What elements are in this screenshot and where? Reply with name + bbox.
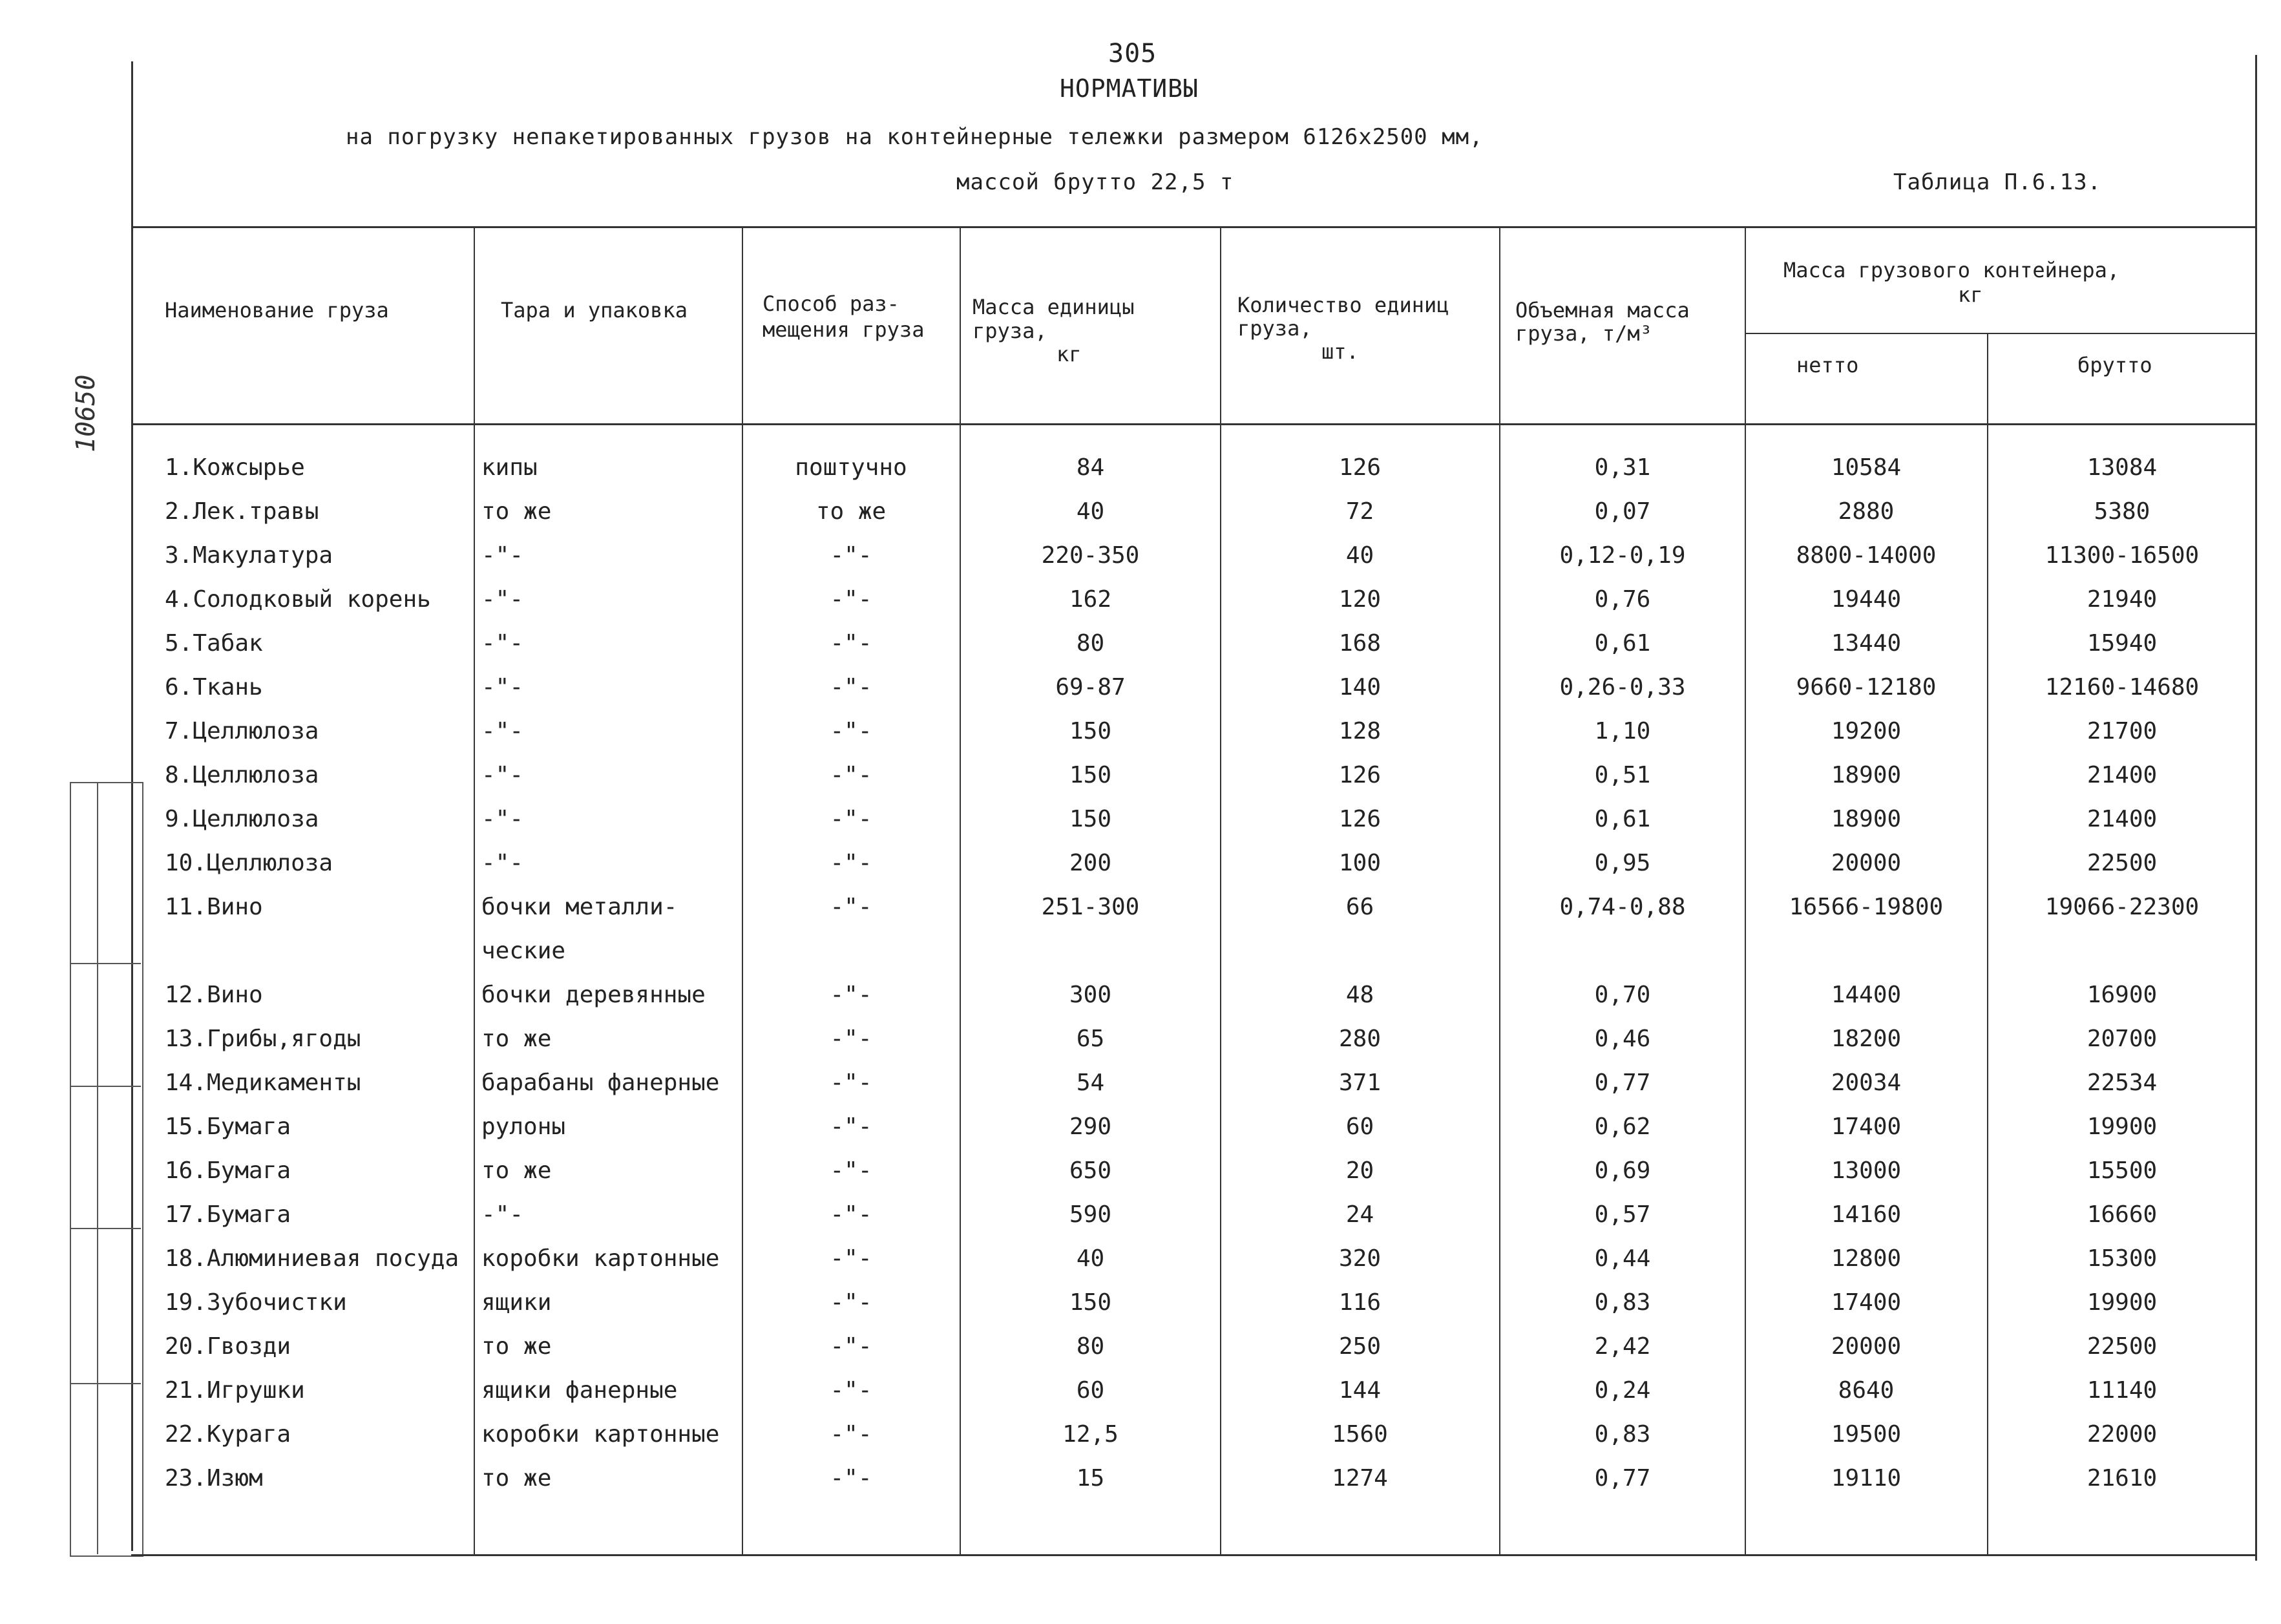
cell-name: 14.Медикаменты [165, 1070, 361, 1096]
cell-count: 280 [1338, 1026, 1382, 1052]
cell-volume: 0,69 [1594, 1157, 1651, 1184]
cell-tare: -"- [481, 674, 524, 701]
cell-method: -"- [830, 542, 872, 569]
cell-count: 60 [1345, 1113, 1374, 1140]
cell-count: 126 [1338, 762, 1382, 788]
cell-volume: 0,44 [1594, 1245, 1651, 1272]
cell-tare: -"- [481, 542, 524, 569]
cell-count: 40 [1345, 542, 1374, 569]
cell-name: 8.Целлюлоза [165, 762, 319, 788]
cell-unit-mass: 84 [1076, 454, 1105, 481]
cell-tare: коробки картонные [481, 1245, 720, 1272]
cell-brutto: 22000 [2087, 1421, 2158, 1448]
cell-volume: 0,77 [1594, 1070, 1651, 1096]
cell-brutto: 19900 [2087, 1289, 2158, 1316]
header-volume-line1: Объемная масса [1515, 298, 1690, 322]
cell-name: 19.Зубочистки [165, 1289, 347, 1316]
cell-count: 1560 [1332, 1421, 1388, 1448]
cell-unit-mass: 40 [1076, 1245, 1105, 1272]
table-row [0, 1281, 2281, 1325]
cell-unit-mass: 12,5 [1062, 1421, 1119, 1448]
cell-name: 6.Ткань [165, 674, 263, 701]
header-volume-line2: груза, т/м³ [1515, 321, 1652, 346]
cell-method: -"- [830, 1113, 872, 1140]
cell-brutto: 21400 [2087, 806, 2158, 832]
cell-volume: 0,76 [1594, 586, 1651, 613]
cell-netto: 19440 [1831, 586, 1902, 613]
table-row [0, 973, 2281, 1017]
cell-method: -"- [830, 1201, 872, 1228]
cell-method: -"- [830, 1333, 872, 1360]
cell-method: -"- [830, 718, 872, 744]
table-row [0, 754, 2281, 797]
table-row [0, 841, 2281, 885]
cell-volume: 0,31 [1594, 454, 1651, 481]
cell-name: 2.Лек.травы [165, 498, 319, 525]
table-row [0, 710, 2281, 754]
cell-brutto: 11300-16500 [2044, 542, 2200, 569]
cell-name: 7.Целлюлоза [165, 718, 319, 744]
cell-brutto: 22500 [2087, 850, 2158, 876]
cell-unit-mass: 150 [1069, 1289, 1112, 1316]
page-number: 305 [1108, 39, 1157, 69]
cell-unit-mass: 150 [1069, 762, 1112, 788]
cell-netto: 18200 [1831, 1026, 1902, 1052]
cell-unit-mass: 150 [1069, 718, 1112, 744]
table-row [0, 1061, 2281, 1105]
cell-tare: кипы [481, 454, 538, 481]
cell-count: 126 [1338, 454, 1382, 481]
cell-tare: то же [481, 1465, 552, 1492]
cell-netto: 17400 [1831, 1289, 1902, 1316]
subtitle-line-1: на погрузку непакетированных грузов на контейнерные тележки размером 6126x2500 мм, [346, 124, 1484, 150]
cell-volume: 0,83 [1594, 1421, 1651, 1448]
cell-tare: ящики [481, 1289, 552, 1316]
cell-tare-continuation: ческие [481, 938, 566, 964]
cell-tare: барабаны фанерные [481, 1070, 720, 1096]
cell-unit-mass: 150 [1069, 806, 1112, 832]
cell-netto: 19110 [1831, 1465, 1902, 1492]
cell-name: 12.Вино [165, 982, 263, 1008]
page-title: НОРМАТИВЫ [1060, 74, 1199, 103]
cell-count: 140 [1338, 674, 1382, 701]
cell-volume: 0,26-0,33 [1559, 674, 1686, 701]
cell-name: 5.Табак [165, 630, 263, 657]
cell-brutto: 12160-14680 [2044, 674, 2200, 701]
cell-name: 10.Целлюлоза [165, 850, 333, 876]
cell-name: 22.Курага [165, 1421, 291, 1448]
table-row [0, 490, 2281, 534]
cell-unit-mass: 69-87 [1055, 674, 1126, 701]
cell-netto: 17400 [1831, 1113, 1902, 1140]
cell-tare: -"- [481, 1201, 524, 1228]
cell-tare: коробки картонные [481, 1421, 720, 1448]
cell-method: -"- [830, 1421, 872, 1448]
cell-unit-mass: 40 [1076, 498, 1105, 525]
cell-unit-mass: 300 [1069, 982, 1112, 1008]
cell-method: -"- [830, 1245, 872, 1272]
cell-tare: -"- [481, 586, 524, 613]
cell-netto: 8640 [1838, 1377, 1895, 1404]
cell-unit-mass: 162 [1069, 586, 1112, 613]
table-row [0, 578, 2281, 622]
cell-unit-mass: 15 [1076, 1465, 1105, 1492]
cell-count: 144 [1338, 1377, 1382, 1404]
cell-name: 15.Бумага [165, 1113, 291, 1140]
table-row [0, 1149, 2281, 1193]
cell-method: -"- [830, 1026, 872, 1052]
cell-volume: 0,12-0,19 [1559, 542, 1686, 569]
cell-method: -"- [830, 1465, 872, 1492]
header-unit-mass-line3: кг [1056, 342, 1082, 366]
cell-brutto: 21400 [2087, 762, 2158, 788]
table-row [0, 1369, 2281, 1413]
cell-tare: -"- [481, 806, 524, 832]
cell-tare: -"- [481, 762, 524, 788]
table-row [0, 666, 2281, 710]
cell-tare: то же [481, 1026, 552, 1052]
cell-volume: 2,42 [1594, 1333, 1651, 1360]
cell-count: 120 [1338, 586, 1382, 613]
cell-method: -"- [830, 982, 872, 1008]
table-row-continuation [0, 929, 2281, 973]
cell-unit-mass: 251-300 [1041, 894, 1140, 920]
cell-brutto: 5380 [2094, 498, 2150, 525]
cell-volume: 0,77 [1594, 1465, 1651, 1492]
cell-volume: 0,74-0,88 [1559, 894, 1686, 920]
table-row [0, 1105, 2281, 1149]
cell-method: -"- [830, 1289, 872, 1316]
cell-method: -"- [830, 1070, 872, 1096]
cell-netto: 19200 [1831, 718, 1902, 744]
header-bottom-line [131, 423, 2257, 425]
cell-tare: то же [481, 498, 552, 525]
cell-netto: 14160 [1831, 1201, 1902, 1228]
table-row [0, 1325, 2281, 1369]
cell-name: 4.Солодковый корень [165, 586, 431, 613]
cell-netto: 13440 [1831, 630, 1902, 657]
cell-method: -"- [830, 806, 872, 832]
cell-volume: 0,07 [1594, 498, 1651, 525]
table-row [0, 1017, 2281, 1061]
header-count-line3: шт. [1321, 339, 1359, 364]
cell-unit-mass: 65 [1076, 1026, 1105, 1052]
cell-name: 17.Бумага [165, 1201, 291, 1228]
header-container-line2: кг [1958, 282, 1983, 307]
header-unit-mass-line2: груза, [972, 319, 1047, 343]
table-bottom-line [131, 1554, 2257, 1556]
subheader-line [1745, 333, 2257, 334]
side-archive-number: 10650 [71, 374, 101, 452]
cell-count: 24 [1345, 1201, 1374, 1228]
cell-netto: 12800 [1831, 1245, 1902, 1272]
cell-netto: 20034 [1831, 1070, 1902, 1096]
cell-name: 3.Макулатура [165, 542, 333, 569]
cell-count: 116 [1338, 1289, 1382, 1316]
cell-count: 320 [1338, 1245, 1382, 1272]
cell-brutto: 21940 [2087, 586, 2158, 613]
cell-name: 20.Гвозди [165, 1333, 291, 1360]
cell-netto: 16566-19800 [1789, 894, 1944, 920]
cell-tare: -"- [481, 630, 524, 657]
cell-tare: бочки деревянные [481, 982, 706, 1008]
cell-tare: бочки металли- [481, 894, 678, 920]
cell-method: -"- [830, 586, 872, 613]
cell-volume: 0,83 [1594, 1289, 1651, 1316]
cell-unit-mass: 650 [1069, 1157, 1112, 1184]
cell-name: 21.Игрушки [165, 1377, 305, 1404]
cell-unit-mass: 54 [1076, 1070, 1105, 1096]
cell-count: 128 [1338, 718, 1382, 744]
cell-name: 23.Изюм [165, 1465, 263, 1492]
cell-name: 16.Бумага [165, 1157, 291, 1184]
cell-tare: ящики фанерные [481, 1377, 678, 1404]
cell-netto: 2880 [1838, 498, 1895, 525]
header-name: Наименование груза [165, 298, 389, 322]
cell-tare: то же [481, 1333, 552, 1360]
cell-brutto: 15300 [2087, 1245, 2158, 1272]
cell-netto: 8800-14000 [1796, 542, 1937, 569]
cell-volume: 0,51 [1594, 762, 1651, 788]
table-row [0, 446, 2281, 490]
table-top-line [131, 226, 2257, 228]
cell-netto: 20000 [1831, 850, 1902, 876]
cell-netto: 13000 [1831, 1157, 1902, 1184]
cell-netto: 9660-12180 [1796, 674, 1937, 701]
cell-tare: -"- [481, 718, 524, 744]
cell-name: 13.Грибы,ягоды [165, 1026, 361, 1052]
cell-volume: 0,57 [1594, 1201, 1651, 1228]
table-row [0, 622, 2281, 666]
cell-method: поштучно [795, 454, 907, 481]
cell-method: -"- [830, 674, 872, 701]
cell-brutto: 16660 [2087, 1201, 2158, 1228]
header-tare: Тара и упаковка [501, 298, 688, 322]
table-row [0, 1237, 2281, 1281]
cell-method: -"- [830, 1377, 872, 1404]
cell-netto: 18900 [1831, 762, 1902, 788]
cell-volume: 0,95 [1594, 850, 1651, 876]
table-row [0, 1457, 2281, 1501]
cell-netto: 10584 [1831, 454, 1902, 481]
cell-volume: 0,61 [1594, 806, 1651, 832]
cell-brutto: 22500 [2087, 1333, 2158, 1360]
cell-name: 11.Вино [165, 894, 263, 920]
table-row [0, 534, 2281, 578]
cell-count: 371 [1338, 1070, 1382, 1096]
header-unit-mass-line1: Масса единицы [972, 295, 1135, 319]
cell-unit-mass: 200 [1069, 850, 1112, 876]
cell-unit-mass: 290 [1069, 1113, 1112, 1140]
cell-count: 1274 [1332, 1465, 1388, 1492]
cell-unit-mass: 590 [1069, 1201, 1112, 1228]
cell-brutto: 22534 [2087, 1070, 2158, 1096]
cell-count: 20 [1345, 1157, 1374, 1184]
cell-name: 9.Целлюлоза [165, 806, 319, 832]
table-row [0, 797, 2281, 841]
cell-method: -"- [830, 1157, 872, 1184]
cell-netto: 19500 [1831, 1421, 1902, 1448]
cell-netto: 14400 [1831, 982, 1902, 1008]
cell-brutto: 19900 [2087, 1113, 2158, 1140]
cell-method: -"- [830, 630, 872, 657]
header-brutto: брутто [2077, 353, 2152, 377]
cell-count: 250 [1338, 1333, 1382, 1360]
cell-tare: рулоны [481, 1113, 566, 1140]
subtitle-line-2: массой брутто 22,5 т [956, 169, 1234, 195]
cell-netto: 20000 [1831, 1333, 1902, 1360]
cell-tare: то же [481, 1157, 552, 1184]
cell-volume: 1,10 [1594, 718, 1651, 744]
cell-brutto: 20700 [2087, 1026, 2158, 1052]
cell-brutto: 19066-22300 [2044, 894, 2200, 920]
header-netto: нетто [1796, 353, 1859, 377]
cell-count: 168 [1338, 630, 1382, 657]
cell-brutto: 21700 [2087, 718, 2158, 744]
cell-volume: 0,70 [1594, 982, 1651, 1008]
cell-tare: -"- [481, 850, 524, 876]
header-container-line1: Масса грузового контейнера, [1783, 258, 2120, 282]
table-reference: Таблица П.6.13. [1893, 169, 2102, 195]
cell-count: 126 [1338, 806, 1382, 832]
cell-method: -"- [830, 850, 872, 876]
cell-method: то же [815, 498, 887, 525]
cell-volume: 0,62 [1594, 1113, 1651, 1140]
header-count-line2: груза, [1237, 316, 1312, 341]
cell-volume: 0,24 [1594, 1377, 1651, 1404]
cell-brutto: 15940 [2087, 630, 2158, 657]
cell-method: -"- [830, 762, 872, 788]
cell-unit-mass: 220-350 [1041, 542, 1140, 569]
cell-name: 18.Алюминиевая посуда [165, 1245, 459, 1272]
cell-brutto: 16900 [2087, 982, 2158, 1008]
cell-count: 48 [1345, 982, 1374, 1008]
cell-name: 1.Кожсырье [165, 454, 305, 481]
cell-method: -"- [830, 894, 872, 920]
table-row [0, 885, 2281, 929]
cell-count: 66 [1345, 894, 1374, 920]
header-method-line1: Способ раз- [762, 291, 899, 316]
cell-netto: 18900 [1831, 806, 1902, 832]
cell-brutto: 15500 [2087, 1157, 2158, 1184]
header-method-line2: мещения груза [762, 317, 925, 342]
cell-volume: 0,46 [1594, 1026, 1651, 1052]
cell-count: 72 [1345, 498, 1374, 525]
cell-unit-mass: 80 [1076, 630, 1105, 657]
cell-brutto: 13084 [2087, 454, 2158, 481]
header-count-line1: Количество единиц [1237, 293, 1449, 317]
table-row [0, 1193, 2281, 1237]
table-row [0, 1413, 2281, 1457]
cell-unit-mass: 80 [1076, 1333, 1105, 1360]
cell-unit-mass: 60 [1076, 1377, 1105, 1404]
cell-count: 100 [1338, 850, 1382, 876]
cell-volume: 0,61 [1594, 630, 1651, 657]
cell-brutto: 21610 [2087, 1465, 2158, 1492]
cell-brutto: 11140 [2087, 1377, 2158, 1404]
